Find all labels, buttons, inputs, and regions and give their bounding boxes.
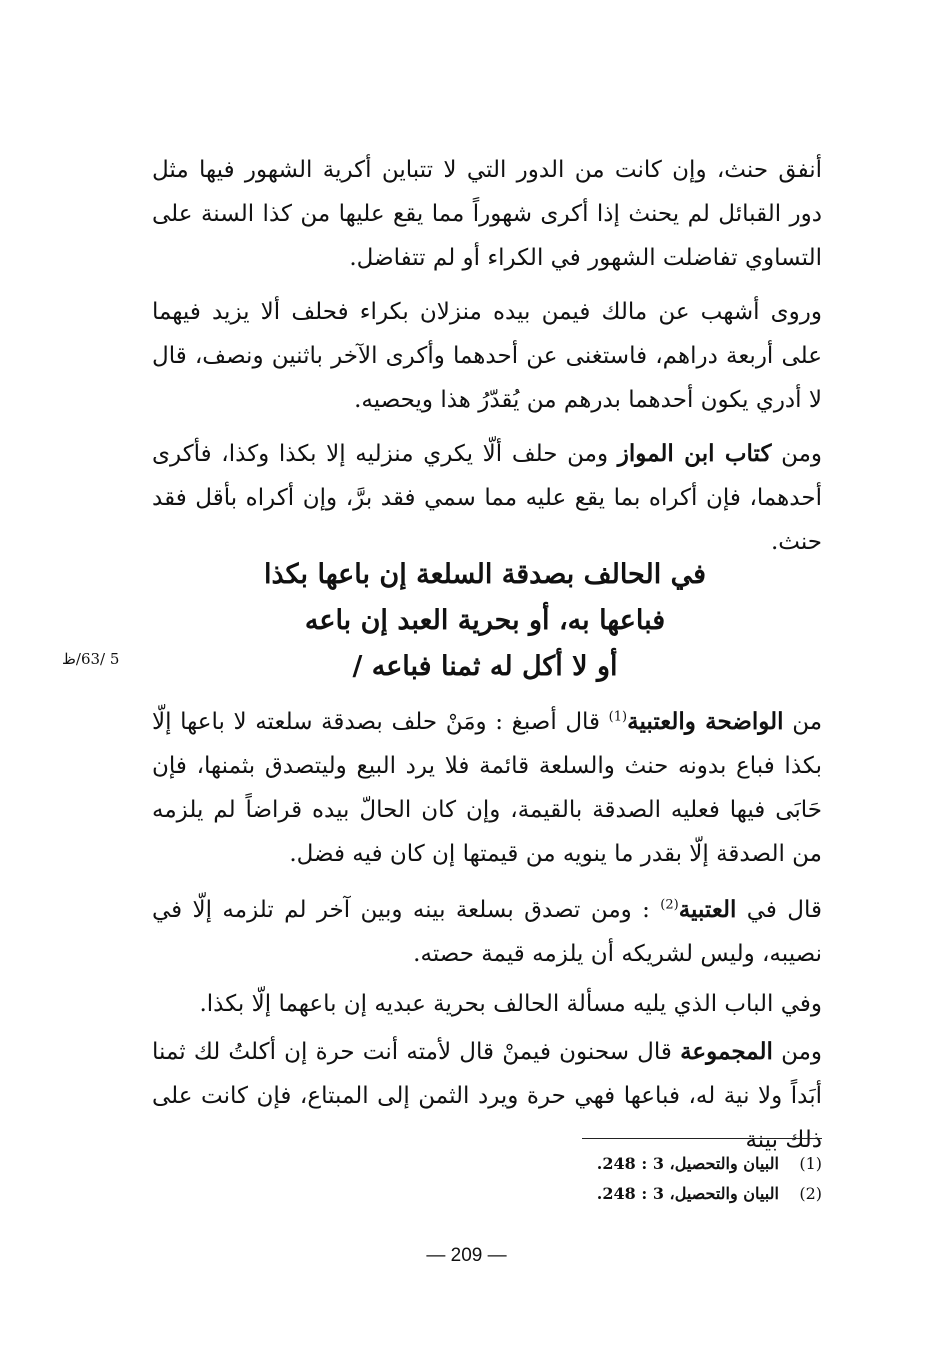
paragraph-1 (152, 148, 822, 280)
paragraph-5-rest: : ومن تصدق بسلعة بينه وبين آخر لم تلزمه إلّا في نصيبه، وليس لشريكه أن يلزمه قيمة حصته. (152, 897, 822, 967)
heading-line-2: فباعها به، أو بحرية العبد إن باعه (304, 605, 666, 636)
paragraph-7-source: المجموعة (680, 1038, 773, 1065)
footnote-2 (422, 1183, 822, 1205)
paragraph-6 (152, 982, 822, 1026)
paragraph-2 (152, 290, 822, 422)
paragraph-4-source: الواضحة والعتبية (627, 708, 784, 735)
manuscript-folio-note: 5 /63/ظ (62, 650, 120, 668)
paragraph-6-text: وفي الباب الذي يليه مسألة الحالف بحرية عبديه إن باعهما إلّا بكذا. (199, 991, 822, 1017)
footnote-1 (422, 1153, 822, 1175)
paragraph-5 (152, 888, 822, 976)
paragraph-2-text: وروى أشهب عن مالك فيمن بيده منزلان بكراء فحلف ألا يزيد فيهما على أربعة دراهم، فاستغنى عن أحدهما وأكرى الآخر باثنين ونصف، قال لا أدري يكون أحدهما بدرهم من يُقدّرُ هذا ويحصيه. (152, 299, 822, 413)
footnote-divider (582, 1138, 822, 1139)
paragraph-1-text: أنفق حنث، وإن كانت من الدور التي لا تتباين أكرية الشهور فيها مثل دور القبائل لم يحنث إذا أكرى شهوراً مما يقع عليها من كذا السنة على التساوي تفاضلت الشهور في الكراء أو لم تتفاضل. (152, 157, 822, 271)
paragraph-3 (152, 432, 822, 564)
footnote-ref-1[interactable]: (1) (608, 709, 628, 725)
page-number: — 209 — (426, 1245, 507, 1266)
footnote-1-number: (1) (799, 1154, 822, 1173)
footnote-ref-2[interactable]: (2) (660, 897, 679, 913)
paragraph-3-rest: ومن حلف ألّا يكري منزليه إلا بكذا وكذا، فأكرى أحدهما، فإن أكراه بما يقع عليه مما سمي فقد برَّ، وإن أكراه بأقل فقد حنث. (152, 441, 822, 555)
paragraph-7-lead: ومن (781, 1039, 823, 1065)
paragraph-5-lead: قال في (746, 897, 823, 923)
heading-line-3: أو لا أكل له ثمنا فباعه / (352, 651, 618, 682)
footnote-2-text: البيان والتحصيل، 3 : 248. (596, 1184, 779, 1203)
paragraph-5-source: العتبية (678, 896, 737, 923)
paragraph-4 (152, 700, 822, 876)
paragraph-7-rest: قال سحنون فيمنْ قال لأمته أنت حرة إن أكلتُ لك ثمنا أبَداً ولا نية له، فباعها فهي حرة ويرد الثمن إلى المبتاع، فإن كانت على ذلك بينة (152, 1039, 822, 1153)
paragraph-7 (152, 1030, 822, 1162)
paragraph-4-lead: من (792, 709, 823, 735)
paragraph-4-rest: قال أصبغ : ومَنْ حلف بصدقة سلعته لا باعها إلّا بكذا فباع بدونه حنث والسلعة قائمة فلا يرد البيع وليتصدق بثمنها، فإن حَابَى فيها فعليه الصدقة بالقيمة، وإن كان الحالّ بيده قراضاً لم يلزمه من الصدقة إلّا بقدر ما ينويه من قيمتها إن كان فيه فضل. (152, 709, 822, 867)
paragraph-3-source: كتاب ابن المواز (617, 440, 772, 467)
footnote-1-text: البيان والتحصيل، 3 : 248. (596, 1154, 779, 1173)
heading-line-1: في الحالف بصدقة السلعة إن باعها بكذا (263, 559, 707, 590)
section-heading (200, 552, 770, 690)
footnote-2-number: (2) (799, 1184, 822, 1203)
paragraph-3-lead: ومن (781, 441, 823, 467)
